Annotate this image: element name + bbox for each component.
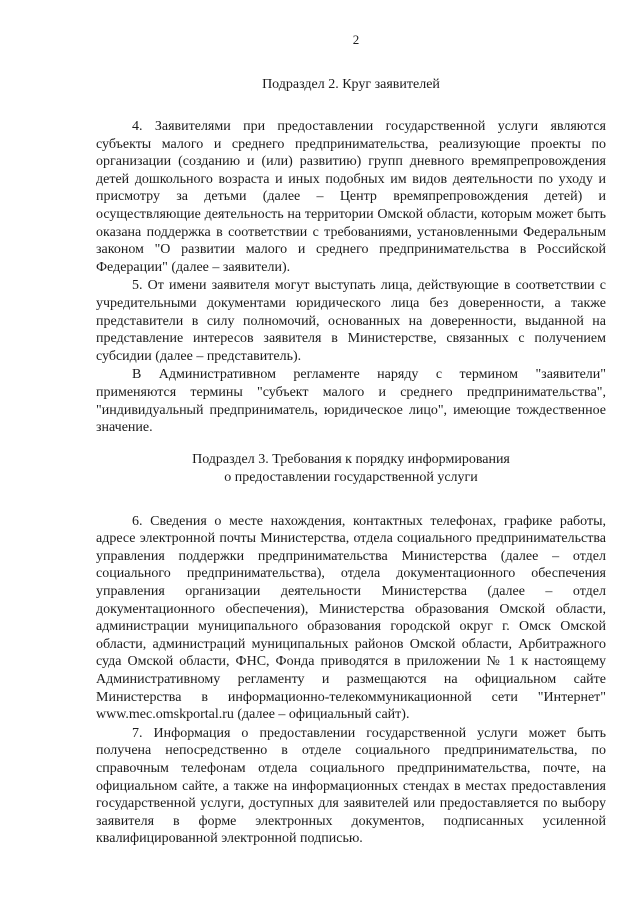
paragraph-4: 4. Заявителями при предоставлении государственной услуги являются субъекты малого и среднего предпринимательства, реализующие проекты по организации (созданию и (или) развитию) групп дневного времяпрепровождения детей дошкольного возраста и иных подобных им видов деятельности по уходу и присмотру за детьми (далее – Центр времяпрепровождения детей) и осуществляющие деятельность на территории Омской области, которым может быть оказана поддержка в соответствии с требованиями, установленными Федеральным законом "О развитии малого и среднего предпринимательства в Российской Федерации" (далее – заявители). — [96, 119, 606, 275]
page-number: 2 — [352, 32, 360, 47]
paragraph-terms: В Административном регламенте наряду с термином "заявители" применяются термины "субъект малого и среднего предпринимательства", "индивидуальный предприниматель, юридическое лицо", имеющие тождественное значение. — [96, 367, 606, 436]
section-heading-line: Подраздел 2. Круг заявителей — [262, 77, 440, 92]
section-heading-applicants — [96, 76, 606, 94]
paragraph-6: 6. Сведения о месте нахождения, контактных телефонах, графике работы, адресе электронной почты Министерства, отдела социального предпринимательства управления поддержки предпринимательства Министерства (далее – отдел социального предпринимательства), отдела документационного обеспечения управления организации деятельности Министерства (далее – отдел документационного обеспечения), Министерства образования Омской области, администрации муниципального образования городской округ г. Омск Омской области, администраций муниципальных районов Омской области, Арбитражного суда Омской области, ФНС, Фонда приводятся в приложении № 1 к настоящему Административному регламенту и размещаются на официальном сайте Министерства в информационно-телекоммуникационной сети "Интернет" www.mec.omskportal.ru (далее – официальный сайт). — [96, 513, 606, 723]
section-heading-line: Подраздел 3. Требования к порядку информирования — [192, 451, 510, 467]
section-heading-informing — [96, 451, 606, 487]
paragraph-7: 7. Информация о предоставлении государственной услуги может быть получена непосредственно в отделе социального предпринимательства, по справочным телефонам отдела социального предпринимательства, почте, на официальном сайте, а также на информационных стендах в местах предоставления государственной услуги, доступных для заявителей или предоставляется по выбору заявителя в форме электронных документов, подписанных усиленной квалифицированной электронной подписью. — [96, 725, 606, 847]
paragraph-5: 5. От имени заявителя могут выступать лица, действующие в соответствии с учредительными документами юридического лица без доверенности, а также представители в силу полномочий, основанных на доверенности, выданной на представление интересов заявителя в Министерстве, связанных с получением субсидии (далее – представитель). — [96, 278, 606, 364]
section-heading-line: о предоставлении государственной услуги — [224, 469, 478, 485]
